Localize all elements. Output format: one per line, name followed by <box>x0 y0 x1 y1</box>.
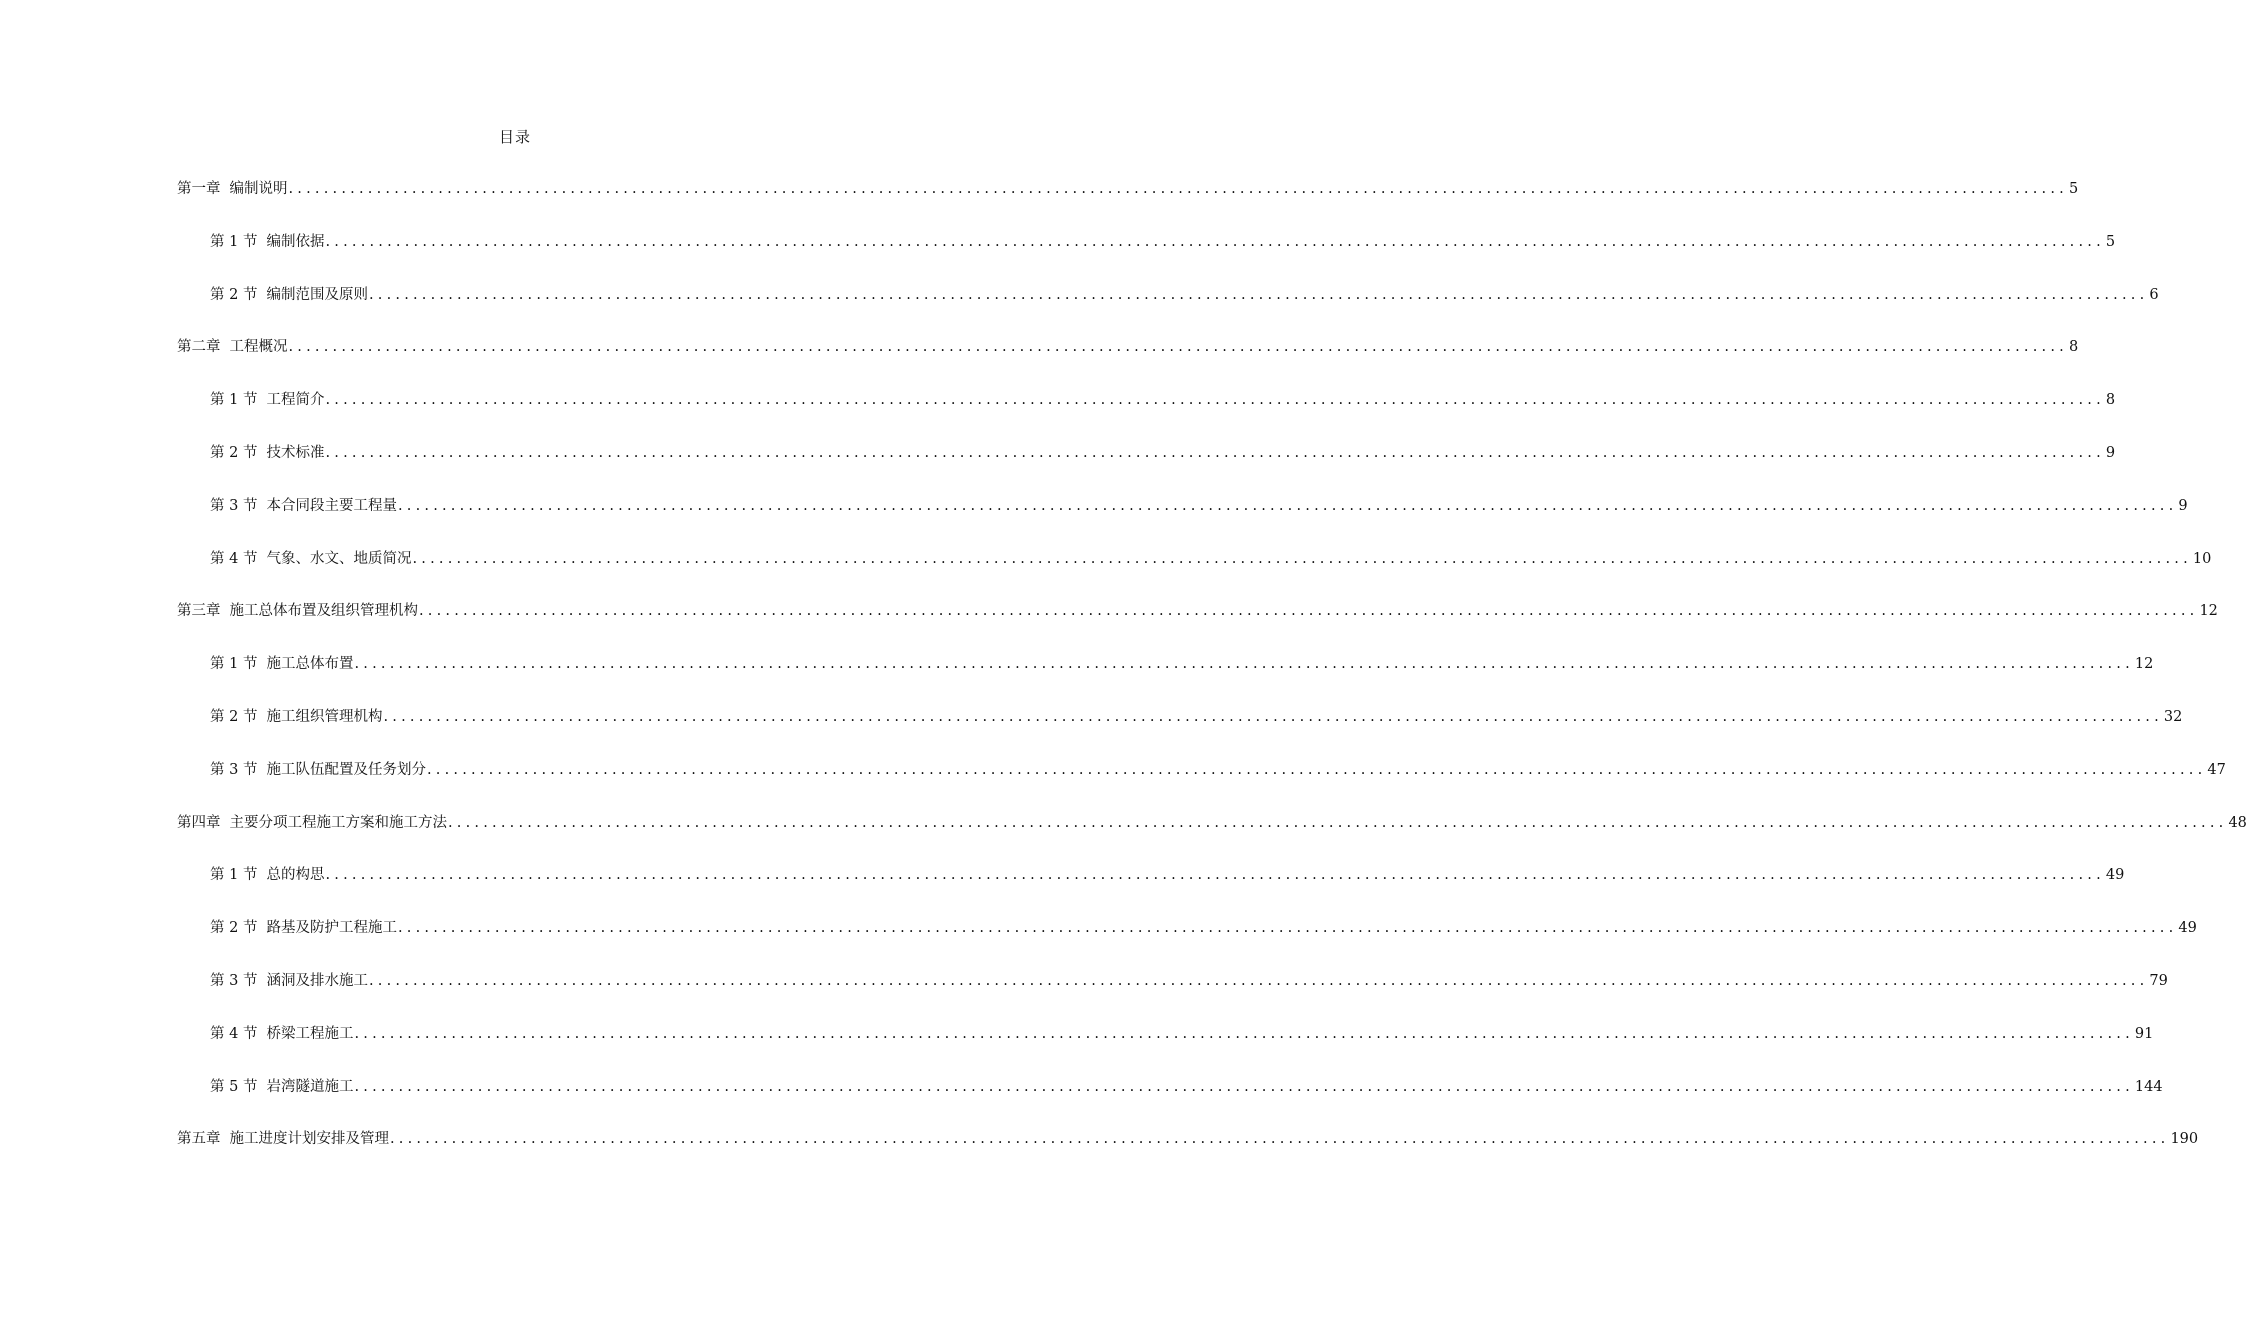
toc-chapter-entry[interactable] <box>177 812 2247 865</box>
toc-entry-number: 第 2 节 <box>210 444 258 461</box>
toc-dot-leader: .......................................................................................................................................................................................................... <box>354 1078 2134 1095</box>
toc-list <box>177 178 2247 1181</box>
toc-section-entry[interactable] <box>177 389 2116 442</box>
toc-entry-title: 施工进度计划安排及管理 <box>229 1131 389 1148</box>
toc-dot-leader: .......................................................................................................................................................................................................... <box>325 392 2105 409</box>
toc-dot-leader: .......................................................................................................................................................................................................... <box>397 920 2178 937</box>
toc-entry-number: 第 2 节 <box>210 286 258 303</box>
toc-chapter-entry[interactable] <box>177 1128 2199 1181</box>
toc-entry-title: 施工总体布置 <box>266 656 354 673</box>
toc-dot-leader: .......................................................................................................................................................................................................... <box>325 444 2105 461</box>
toc-section-entry[interactable] <box>177 495 2188 548</box>
toc-entry-number: 第二章 <box>177 339 221 356</box>
toc-dot-leader: .......................................................................................................................................................................................................... <box>412 550 2192 567</box>
toc-entry-title: 涵洞及排水施工 <box>266 972 368 989</box>
toc-page-number: 8 <box>2105 392 2116 409</box>
toc-section-entry[interactable] <box>177 1076 2163 1129</box>
toc-page-number: 190 <box>2170 1131 2199 1148</box>
toc-entry-title: 气象、水文、地质简况 <box>266 550 412 567</box>
toc-entry-number: 第 1 节 <box>210 233 258 250</box>
toc-entry-title: 工程简介 <box>266 392 325 409</box>
toc-entry-number: 第 1 节 <box>210 656 258 673</box>
toc-dot-leader: .......................................................................................................................................................................................................... <box>368 286 2149 303</box>
toc-page-number: 9 <box>2178 497 2188 514</box>
toc-dot-leader: .......................................................................................................................................................................................................... <box>426 761 2207 778</box>
toc-page-number: 5 <box>2068 181 2079 197</box>
toc-entry-number: 第 1 节 <box>210 867 258 884</box>
toc-title: 目录 <box>498 128 531 146</box>
toc-dot-leader: .......................................................................................................................................................................................................... <box>368 972 2149 989</box>
toc-entry-title: 岩湾隧道施工 <box>266 1078 354 1095</box>
toc-section-entry[interactable] <box>177 706 2183 759</box>
toc-entry-title: 编制说明 <box>229 181 288 197</box>
toc-page-number: 9 <box>2105 444 2116 461</box>
toc-page-number: 32 <box>2163 708 2183 725</box>
toc-page-number: 10 <box>2192 550 2212 567</box>
toc-entry-number: 第 4 节 <box>210 550 258 567</box>
toc-page-number: 79 <box>2149 972 2168 989</box>
toc-section-entry[interactable] <box>177 653 2154 706</box>
toc-entry-title: 编制范围及原则 <box>266 286 368 303</box>
toc-section-entry[interactable] <box>177 548 2212 601</box>
toc-entry-title: 施工组织管理机构 <box>266 708 383 725</box>
toc-dot-leader: .......................................................................................................................................................................................................... <box>288 339 2068 356</box>
toc-entry-number: 第 2 节 <box>210 708 258 725</box>
toc-entry-number: 第 1 节 <box>210 392 258 409</box>
toc-entry-number: 第 4 节 <box>210 1025 258 1042</box>
toc-section-entry[interactable] <box>177 284 2159 337</box>
toc-entry-number: 第 3 节 <box>210 972 258 989</box>
toc-dot-leader: .......................................................................................................................................................................................................... <box>354 656 2134 673</box>
toc-entry-title: 主要分项工程施工方案和施工方法 <box>229 814 447 831</box>
toc-section-entry[interactable] <box>177 231 2116 284</box>
toc-chapter-entry[interactable] <box>177 336 2079 389</box>
toc-page-number: 12 <box>2199 603 2218 620</box>
toc-page-number: 144 <box>2134 1078 2163 1095</box>
toc-entry-title: 总的构思 <box>266 867 325 884</box>
toc-section-entry[interactable] <box>177 917 2197 970</box>
toc-entry-title: 工程概况 <box>229 339 288 356</box>
toc-entry-number: 第 5 节 <box>210 1078 258 1095</box>
toc-entry-title: 桥梁工程施工 <box>266 1025 354 1042</box>
toc-entry-title: 施工总体布置及组织管理机构 <box>229 603 418 620</box>
toc-section-entry[interactable] <box>177 442 2116 495</box>
toc-dot-leader: .......................................................................................................................................................................................................... <box>397 497 2178 514</box>
toc-dot-leader: .......................................................................................................................................................................................................... <box>419 603 2199 620</box>
toc-page-number: 6 <box>2149 286 2159 303</box>
toc-entry-title: 技术标准 <box>266 444 325 461</box>
toc-entry-number: 第三章 <box>177 603 221 620</box>
toc-entry-number: 第 3 节 <box>210 497 258 514</box>
toc-dot-leader: .......................................................................................................................................................................................................... <box>390 1131 2170 1148</box>
toc-section-entry[interactable] <box>177 1023 2154 1076</box>
toc-page-number: 91 <box>2134 1025 2154 1042</box>
toc-dot-leader: .......................................................................................................................................................................................................... <box>325 233 2105 250</box>
toc-chapter-entry[interactable] <box>177 178 2079 231</box>
toc-page-number: 47 <box>2207 761 2226 778</box>
toc-page-number: 8 <box>2068 339 2079 356</box>
toc-dot-leader: .......................................................................................................................................................................................................... <box>354 1025 2134 1042</box>
toc-page-number: 49 <box>2105 867 2125 884</box>
toc-entry-title: 本合同段主要工程量 <box>266 497 397 514</box>
toc-dot-leader: .......................................................................................................................................................................................................... <box>325 867 2105 884</box>
toc-chapter-entry[interactable] <box>177 600 2218 653</box>
toc-dot-leader: .......................................................................................................................................................................................................... <box>288 181 2068 197</box>
toc-entry-title: 路基及防护工程施工 <box>266 920 397 937</box>
toc-page-number: 48 <box>2228 814 2247 831</box>
toc-dot-leader: .......................................................................................................................................................................................................... <box>448 814 2228 831</box>
toc-entry-title: 施工队伍配置及任务划分 <box>266 761 426 778</box>
toc-page-number: 12 <box>2134 656 2154 673</box>
toc-section-entry[interactable] <box>177 759 2226 812</box>
toc-entry-number: 第五章 <box>177 1131 221 1148</box>
toc-entry-number: 第 2 节 <box>210 920 258 937</box>
toc-section-entry[interactable] <box>177 864 2125 917</box>
toc-entry-number: 第 3 节 <box>210 761 258 778</box>
toc-section-entry[interactable] <box>177 970 2168 1023</box>
toc-entry-number: 第四章 <box>177 814 221 831</box>
toc-entry-number: 第一章 <box>177 181 221 197</box>
toc-entry-title: 编制依据 <box>266 233 325 250</box>
toc-page-number: 5 <box>2105 233 2116 250</box>
toc-page-number: 49 <box>2178 920 2197 937</box>
toc-dot-leader: .......................................................................................................................................................................................................... <box>383 708 2163 725</box>
